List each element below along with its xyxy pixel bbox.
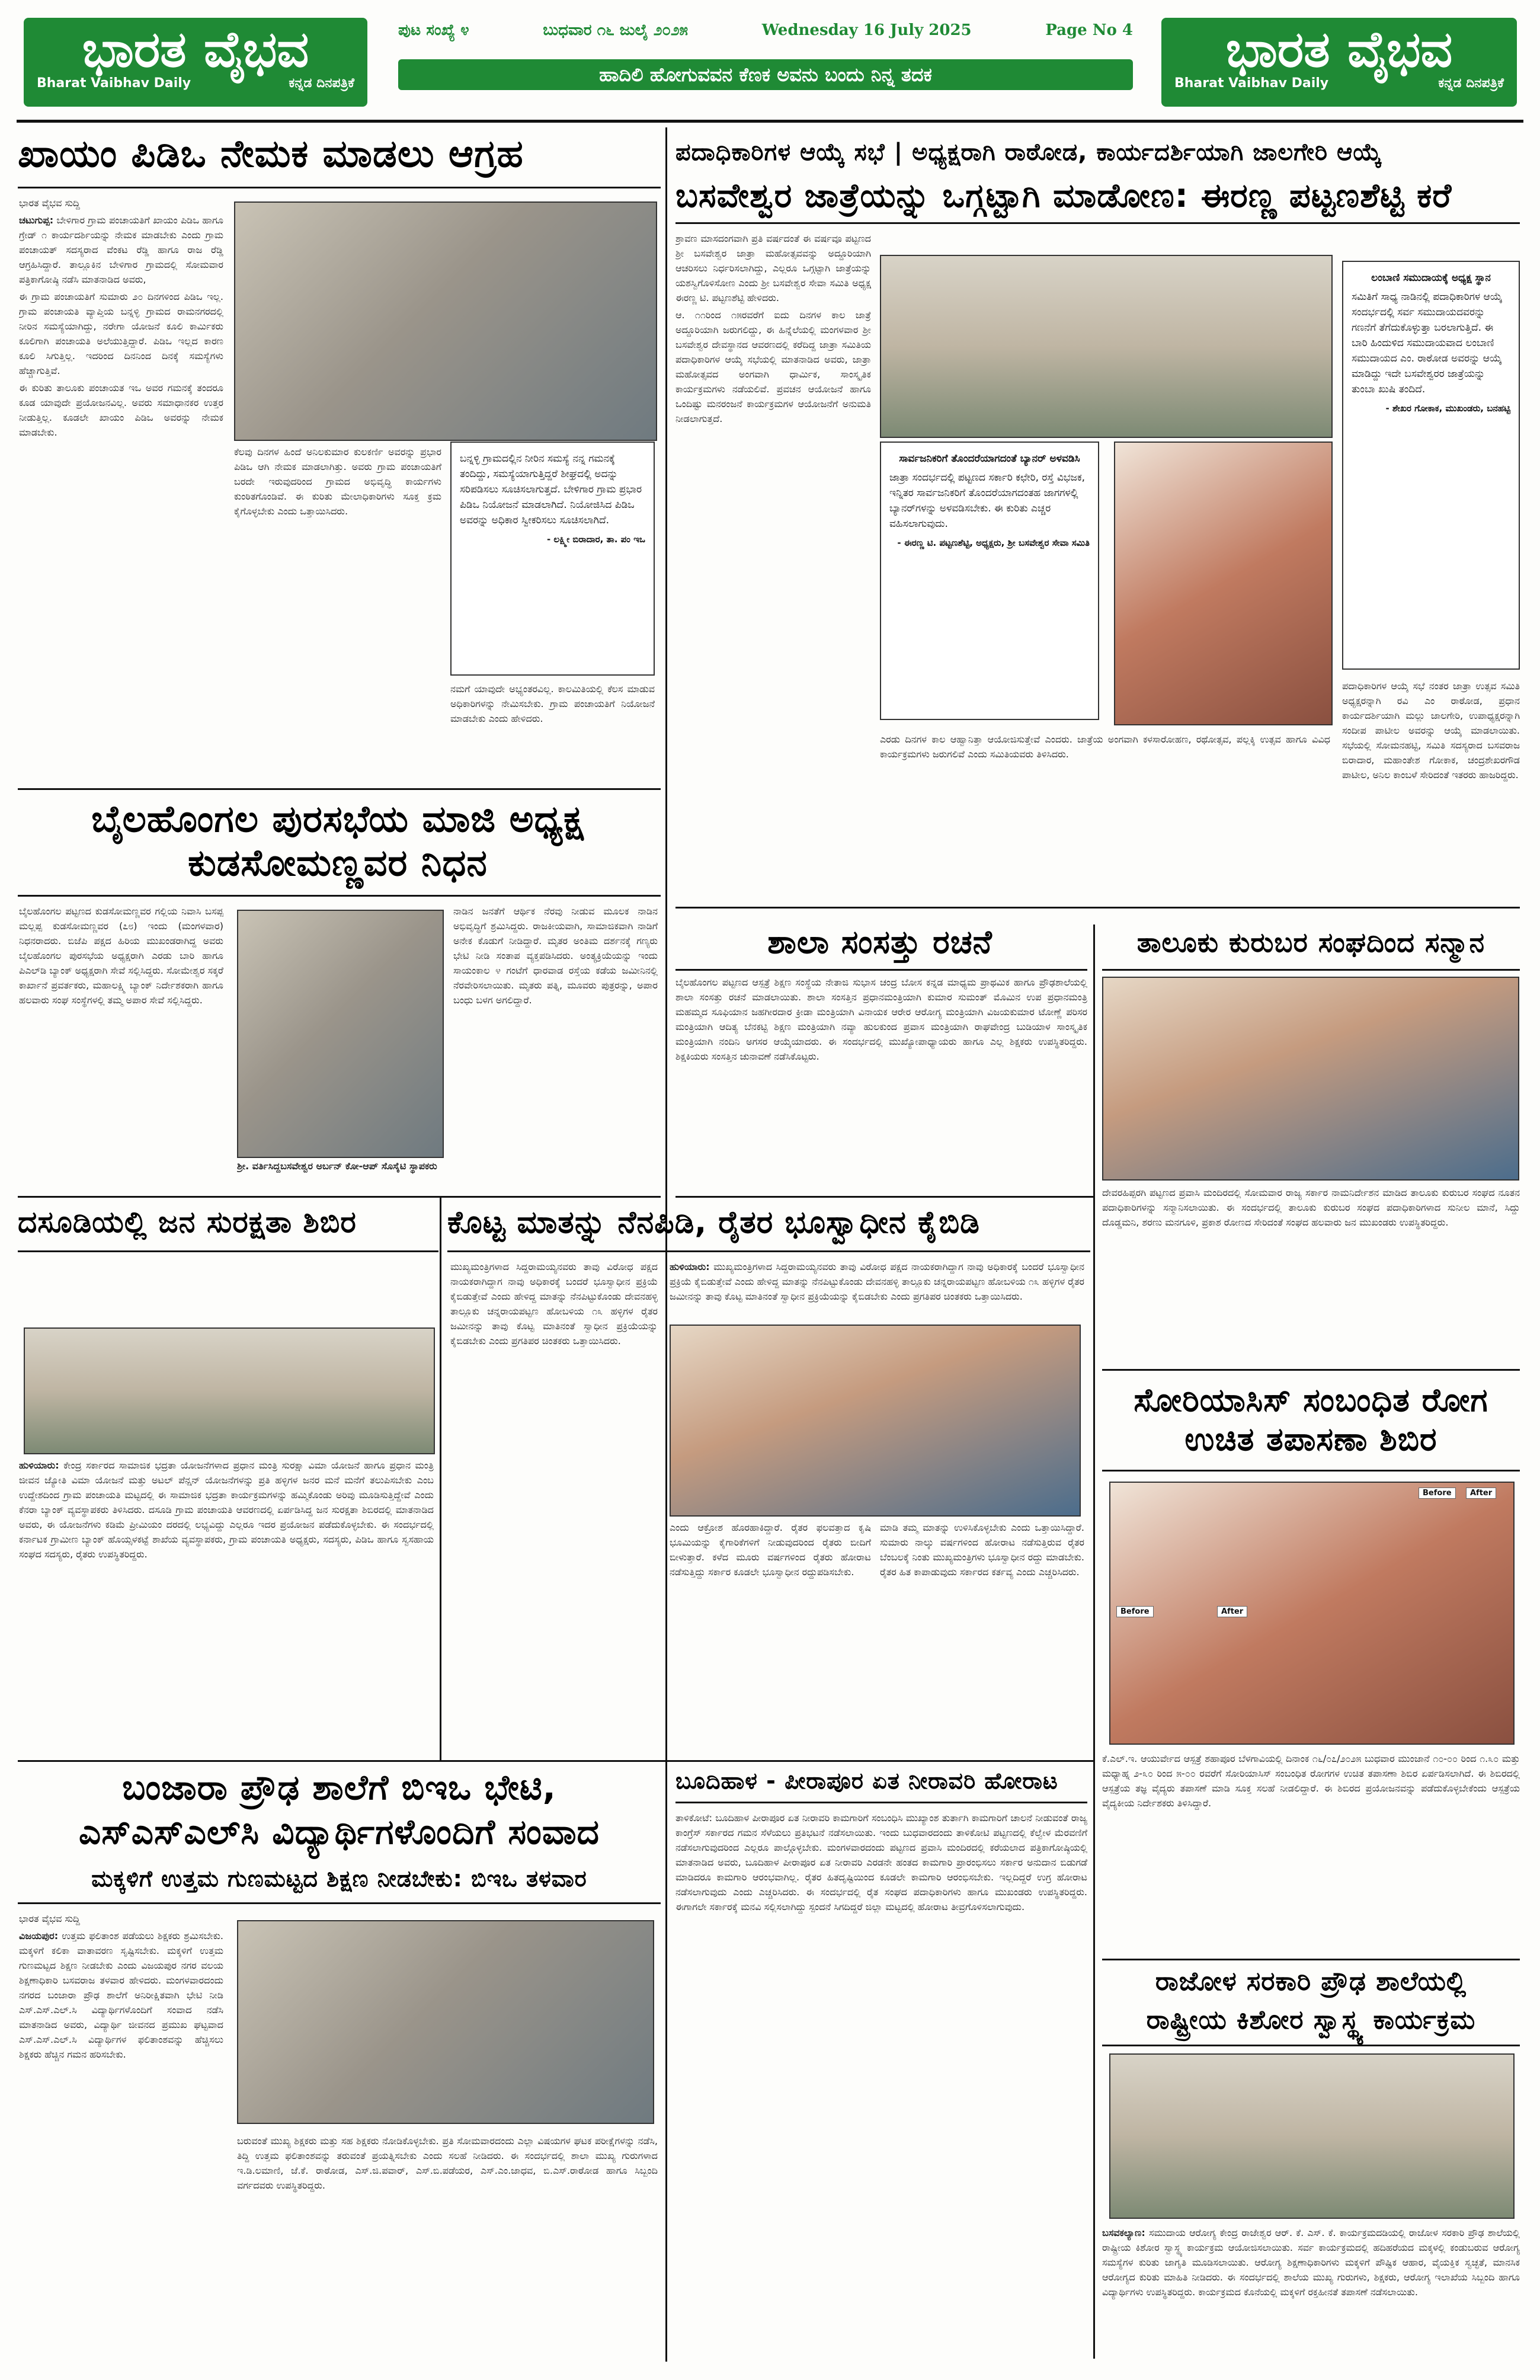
divider [675,222,1520,224]
a4-body: ಬೈಲಹೊಂಗಲ ಪಟ್ಟಣದ ಆಸ್ಪತ್ರೆ ಶಿಕ್ಷಣ ಸಂಸ್ಥೆಯ ನೇತಾಜಿ ಸುಭಾಸ ಚಂದ್ರ ಬೋಸ ಕನ್ನಡ ಮಾಧ್ಯಮ ಪ್ರಾಥಮಿಕ ಹಾಗೂ ಪ್ರೌಢಶಾಲೆಯಲ್ಲಿ ಶಾಲಾ ಸಂಸತ್ತು ರಚನೆ ಮಾಡಲಾಯಿತು. ಶಾಲಾ ಸಂಸತ್ತಿನ ಪ್ರಧಾನಮಂತ್ರಿಯಾಗಿ ಕುಮಾರ ಸುಮಂತ್ ಮೊಮಿನ ಉಪ ಪ್ರಧಾನಮಂತ್ರಿ ಮಹಮ್ಮದ ಸೂಫಿಯಾನ ಜಹಗೀರದಾರ ಕ್ರೀಡಾ ಮಂತ್ರಿಯಾಗಿ ವಿನಾಯಕ ಆರೇರ ಆರೋಗ್ಯ ಮಂತ್ರಿಯಾಗಿ ವಿಜಯಕುಮಾರ ಟೋಣ್ಣೆ ಪರಿಸರ ಮಂತ್ರಿಯಾಗಿ ಆದಿತ್ಯ ಬೆನಕಟ್ಟಿ ಶಿಕ್ಷಣ ಮಂತ್ರಿಯಾಗಿ ನವ್ಯಾ ಹುಲಕುಂದ ಪ್ರವಾಸ ಮಂತ್ರಿಯಾಗಿ ರಾಘವೇಂದ್ರ ಬುಡಿಯಾಳ ಸಾಂಸ್ಕೃತಿಕ ಮಂತ್ರಿಯಾಗಿ ನಂದಿನಿ ಅಗಸರ ಆಯ್ಕೆಯಾದರು. ಈ ಸಂದರ್ಭದಲ್ಲಿ ಮುಖ್ಯೋಪಾಧ್ಯಾಯರು ಹಾಗೂ ಎಲ್ಲ ಶಿಕ್ಷಕರು ಉಪಸ್ಥಿತರಿದ್ದರು. ಶಿಕ್ಷಕಿಯರು ಸಂಸತ್ತಿನ ಚುನಾವಣೆ ನಡೆಸಿಕೊಟ್ಟರು. [675,977,1087,1062]
a1-photo [234,201,657,441]
a1-body3: ಈ ಕುರಿತು ತಾಲೂಕು ಪಂಚಾಯತ ಇಒ ಅವರ ಗಮನಕ್ಕೆ ತಂದರೂ ಕೂಡ ಯಾವುದೇ ಪ್ರಯೋಜನವಿಲ್ಲ. ಅವರು ಸಮಾಧಾನಕರ ಉತ್ತರ ನೀಡುತ್ತಿಲ್ಲ. ಕೂಡಲೇ ಖಾಯಂ ಪಿಡಿಒ ಅವರನ್ನು ನೇಮಕ ಮಾಡಬೇಕು. [19,382,223,438]
page-number-kn: ಪುಟ ಸಂಖ್ಯೆ ೪ [398,21,469,39]
a8-headline: ಸೋರಿಯಾಸಿಸ್ ಸಂಬಂಧಿತ ರೋಗ ಉಚಿತ ತಪಾಸಣಾ ಶಿಬಿರ [1134,1381,1488,1458]
a6-body [19,1458,434,1748]
a10-headline: ಬೂದಿಹಾಳ - ಪೀರಾಪೂರ ಏತ ನೀರಾವರಿ ಹೋರಾಟ [675,1768,1058,1794]
a3-body1: ಬೈಲಹೊಂಗಲ ಪಟ್ಟಣದ ಕುಡಸೋಮಣ್ಣವರ ಗಲ್ಲಿಯ ನಿವಾಸಿ ಬಸಪ್ಪ ಮಲ್ಲಪ್ಪ ಕುಡಸೋಮಣ್ಣವರ (೭೮) ಇಂದು (ಮಂಗಳವಾರ) ನಿಧನರಾದರು. ಬಿಜೆಪಿ ಪಕ್ಷದ ಹಿರಿಯ ಮುಖಂಡರಾಗಿದ್ದ ಅವರು ಬೈಲಹೊಂಗಲ ಪುರಸಭೆಯ ಅಧ್ಯಕ್ಷರಾಗಿ ಎರಡು ಬಾರಿ ಹಾಗೂ ಪಿಎಲ್‌ಡಿ ಬ್ಯಾಂಕ್ ಅಧ್ಯಕ್ಷರಾಗಿ ಸೇವೆ ಸಲ್ಲಿಸಿದ್ದರು. ಸೋಮೇಶ್ವರ ಸಕ್ಕರೆ ಕಾರ್ಖಾನೆ ಪ್ರವರ್ತಕರು, ಮಹಾಲಕ್ಷ್ಮಿ ಬ್ಯಾಂಕ್ ನಿರ್ದೇಶಕರಾಗಿ ಹಾಗೂ ಹಲವಾರು ಸಂಘ ಸಂಸ್ಥೆಗಳಲ್ಲಿ ತಮ್ಮ ಅಪಾರ ಸೇವೆ ಸಲ್ಲಿಸಿದ್ದರು. [19,906,223,1006]
a9-classroom-photo [237,1920,654,2124]
a7-body-left [450,1259,658,1751]
a2-box2-text: ಜಾತ್ರಾ ಸಂದರ್ಭದಲ್ಲಿ ಪಟ್ಟಣದ ಸರ್ಕಾರಿ ಕಛೇರಿ, ರಸ್ತೆ ವಿಭಜಕ, ಇನ್ನಿತರ ಸಾರ್ವಜನಿಕರಿಗೆ ತೊಂದರೆಯಾಗದಂತಹ ಜಾಗಗಳಲ್ಲಿ ಬ್ಯಾನರ್‌ಗಳನ್ನು ಅಳವಡಿಸಬೇಕು. ಈ ಕುರಿತು ಎಚ್ಚರ ವಹಿಸಲಾಗುವುದು. [889,472,1086,530]
a9-dateline: ಭಾರತ ವೈಭವ ಸುದ್ದಿ [19,1913,80,1924]
a1-box-signature: - ಲಕ್ಷ್ಮೀ ಬಿರಾದಾರ, ತಾ. ಪಂ ಇಒ [546,534,645,545]
column-divider [665,127,667,2362]
divider [675,1802,1087,1803]
a2-side-text: ಸಮಿತಿಗೆ ಸಾಧ್ಯ ನಾಡಿನಲ್ಲಿ ಪದಾಧಿಕಾರಿಗಳ ಆಯ್ಕೆ ಸಂದರ್ಭದಲ್ಲಿ ಸರ್ವ ಸಮುದಾಯದವರನ್ನು ಗಣನೆಗೆ ತೆಗೆದುಕೊಳ್ಳುತ್ತಾ ಬರಲಾಗುತ್ತಿದೆ. ಈ ಬಾರಿ ಹಿಂದುಳಿದ ಸಮುದಾಯವಾದ ಲಂಬಾಣಿ ಸಮುದಾಯದ ಎಂ. ರಾಠೋಡ ಅವರನ್ನು ಆಯ್ಕೆ ಮಾಡಿದ್ದು ಇದೇ ಬಸವೇಶ್ವರರ ಜಾತ್ರೆಯನ್ನು ತುಂಬಾ ಖುಷಿ ತಂದಿದೆ. [1352,291,1503,395]
a2-box2-title: ಸಾರ್ವಜನಿಕರಿಗೆ ತೊಂದರೆಯಾಗದಂತೆ ಬ್ಯಾನರ್ ಅಳವಡಿಸಿ [899,453,1080,465]
a9-headline1: ಬಂಜಾರಾ ಪ್ರೌಢ ಶಾಲೆಗೆ ಬಿಇಒ ಭೇಟಿ, [122,1767,556,1808]
a2-box2-signature: - ಈರಣ್ಣ ಟಿ. ಪಟ್ಟಣಶೆಟ್ಟಿ, ಅಧ್ಯಕ್ಷರು, ಶ್ರೀ ಬಸವೇಶ್ವರ ಸೇವಾ ಸಮಿತಿ [897,538,1090,548]
divider [447,1250,1090,1252]
a1-dateline: ಭಾರತ ವೈಭವ ಸುದ್ದಿ [19,197,80,209]
divider [675,969,1087,971]
a7-body1-left: ಮುಖ್ಯಮಂತ್ರಿಗಳಾದ ಸಿದ್ದರಾಮಯ್ಯನವರು ತಾವು ವಿರೋಧ ಪಕ್ಷದ ನಾಯಕರಾಗಿದ್ದಾಗ ನಾವು ಅಧಿಕಾರಕ್ಕೆ ಬಂದರೆ ಭೂಸ್ವಾಧೀನ ಪ್ರಕ್ರಿಯೆ ಕೈಬಿಡುತ್ತೇವೆ ಎಂದು ಹೇಳಿದ್ದ ಮಾತನ್ನು ನೆನಪಿಟ್ಟುಕೊಂಡು ದೇವನಹಳ್ಳಿ ತಾಲ್ಲೂಕು ಚನ್ನರಾಯಪಟ್ಟಣ ಹೋಬಳಿಯ ೧೩ ಹಳ್ಳಿಗಳ ರೈತರ ಜಮೀನನ್ನು ತಾವು ಕೊಟ್ಟ ಮಾತಿನಂತೆ ಸ್ವಾಧೀನ ಪ್ರಕ್ರಿಯೆಯನ್ನು ಕೈಬಿಡಬೇಕು ಎಂದು ಪ್ರಗತಿಪರ ಚಿಂತಕರು ಒತ್ತಾಯಿಸಿದರು. [450,1261,658,1346]
divider [675,907,1520,909]
page-number-en: Page No 4 [1045,21,1133,39]
a8-after-label-2: After [1466,1488,1496,1499]
column-divider [440,1197,441,1760]
a2-headline: ಬಸವೇಶ್ವರ ಜಾತ್ರೆಯನ್ನು ಒಗ್ಗಟ್ಟಾಗಿ ಮಾಡೋಣ: ಈರಣ್ಣ ಪಟ್ಟಣಶೆಟ್ಟಿ ಕರೆ [675,177,1452,215]
a7-body3: ಮಾಡಿ ತಮ್ಮ ಮಾತನ್ನು ಉಳಿಸಿಕೊಳ್ಳಬೇಕು ಎಂದು ಒತ್ತಾಯಿಸಿದ್ದಾರೆ. ಸುಮಾರು ನಾಲ್ಕು ವರ್ಷಗಳಿಂದ ಹೋರಾಟ ನಡೆಸುತ್ತಿರುವ ರೈತರ ಬೆಂಬಲಕ್ಕೆ ನಿಂತು ಮುಖ್ಯಮಂತ್ರಿಗಳು ಭೂಸ್ವಾಧೀನ ರದ್ದು ಮಾಡಬೇಕು. ರೈತರ ಹಿತ ಕಾಪಾಡುವುದು ಸರ್ಕಾರದ ಕರ್ತವ್ಯ ಎಂದು ಎಚ್ಚರಿಸಿದರು. [880,1522,1084,1578]
a4-headline: ಶಾಲಾ ಸಂಸತ್ತು ರಚನೆ [767,923,992,961]
masthead-title: ಭಾರತ ವೈಭವ [82,20,309,78]
a6-photo [24,1327,435,1454]
divider [1102,1369,1520,1371]
a7-photo [670,1325,1081,1517]
a2-body2-text: ಆ. ೧೧ರಿಂದ ೧೫ರವರೆಗೆ ಐದು ದಿನಗಳ ಕಾಲ ಜಾತ್ರೆ ಅದ್ದೂರಿಯಾಗಿ ಜರುಗಲಿದ್ದು, ಈ ಹಿನ್ನೆಲೆಯಲ್ಲಿ ಮಂಗಳವಾರ ಶ್ರೀ ಬಸವೇಶ್ವರ ದೇವಸ್ಥಾನದ ಆವರಣದಲ್ಲಿ ಕರೆದಿದ್ದ ಜಾತ್ರಾ ಸಮಿತಿಯ ಪದಾಧಿಕಾರಿಗಳ ಆಯ್ಕೆ ಸಭೆಯಲ್ಲಿ ಮಾತನಾಡಿದ ಅವರು, ಜಾತ್ರಾ ಮಹೋತ್ಸವದ ಅಂಗವಾಗಿ ಧಾರ್ಮಿಕ, ಸಾಂಸ್ಕೃತಿಕ ಕಾರ್ಯಕ್ರಮಗಳು ನಡೆಯಲಿವೆ. ಪ್ರವಚನ ಆಯೋಜನೆ ಹಾಗೂ ಒಂದಿಷ್ಟು ಮನರಂಜನೆ ಕಾರ್ಯಕ್ರಮಗಳ ಆಯೋಜನೆಗೆ ಅನುಮತಿ ನೀಡಲಾಗುತ್ತದೆ. [675,309,871,424]
masthead-right [1161,18,1517,107]
a8-before-label: Before [1116,1606,1154,1617]
divider [1102,1959,1520,1960]
column-divider [1093,925,1095,2359]
masthead-kannada-sub: ಕನ್ನಡ ದಿನಪತ್ರಿಕೆ [289,76,354,91]
a7-place: ಹುಳಿಯಾರು: [670,1261,710,1272]
a2-body4: ಪದಾಧಿಕಾರಿಗಳ ಆಯ್ಕೆ ಸಭೆ ನಂತರ ಜಾತ್ರಾ ಉತ್ಸವ ಸಮಿತಿ ಅಧ್ಯಕ್ಷರನ್ನಾಗಿ ರವಿ ಎಂ ರಾಠೋಡ, ಪ್ರಧಾನ ಕಾರ್ಯದರ್ಶಿಯಾಗಿ ಮಲ್ಲು ಜಾಲಗೇರಿ, ಉಪಾಧ್ಯಕ್ಷರನ್ನಾಗಿ ಸಂದೀಪ ಪಾಟೀಲ ಅವರನ್ನು ಆಯ್ಕೆ ಮಾಡಲಾಯಿತು. ಸಭೆಯಲ್ಲಿ ಸೋಮನಹಟ್ಟಿ, ಸಮಿತಿ ಸದಸ್ಯರಾದ ಬಸವರಾಜ ಬಿರಾದಾರ, ಮಹಾಂತೇಶ ಗೋಕಾಕ, ಚಂದ್ರಶೇಖರಗೌಡ ಪಾಟೀಲ, ಅನಿಲ ಕಾಂಬಳೆ ಸೇರಿದಂತೆ ಇತರರು ಹಾಜರಿದ್ದರು. [1342,680,1520,780]
a11-body-text: ಸಮುದಾಯ ಆರೋಗ್ಯ ಕೇಂದ್ರ ರಾಜೇಶ್ವರ ಆರ್. ಕೆ. ಎಸ್. ಕೆ. ಕಾರ್ಯಕ್ರಮದಡಿಯಲ್ಲಿ ರಾಜೋಳ ಸರಕಾರಿ ಪ್ರೌಢ ಶಾಲೆಯಲ್ಲಿ ರಾಷ್ಟ್ರೀಯ ಕಿಶೋರ ಸ್ವಾಸ್ಥ್ಯ ಕಾರ್ಯಕ್ರಮ ಆಯೋಜಿಸಲಾಯಿತು. ಸರ್ವ ಕಾರ್ಯಕ್ರಮದಲ್ಲಿ ಹದಿಹರೆಯದ ಮಕ್ಕಳಲ್ಲಿ ಕಂಡುಬರುವ ಆರೋಗ್ಯ ಸಮಸ್ಯೆಗಳ ಕುರಿತು ಜಾಗೃತಿ ಮೂಡಿಸಲಾಯಿತು. ಆರೋಗ್ಯ ಶಿಕ್ಷಣಾಧಿಕಾರಿಗಳು ಮಕ್ಕಳಿಗೆ ಪೌಷ್ಟಿಕ ಆಹಾರ, ವೈಯಕ್ತಿಕ ಸ್ವಚ್ಛತೆ, ಮಾನಸಿಕ ಆರೋಗ್ಯದ ಕುರಿತು ಮಾಹಿತಿ ನೀಡಿದರು. ಈ ಸಂದರ್ಭದಲ್ಲಿ ಶಾಲೆಯ ಮುಖ್ಯ ಗುರುಗಳು, ಶಿಕ್ಷಕರು, ಆರೋಗ್ಯ ಇಲಾಖೆಯ ಸಿಬ್ಬಂದಿ ಹಾಗೂ ವಿದ್ಯಾರ್ಥಿಗಳು ಉಪಸ್ಥಿತರಿದ್ದರು. ಕಾರ್ಯಕ್ರಮದ ಕೊನೆಯಲ್ಲಿ ಮಕ್ಕಳಿಗೆ ರಕ್ತಹೀನತೆ ತಪಾಸಣೆ ನಡೆಸಲಾಯಿತು. [1102,2227,1520,2298]
divider [18,895,661,897]
divider [1102,1470,1520,1471]
a1-body2: ಈ ಗ್ರಾಮ ಪಂಚಾಯತಿಗೆ ಸುಮಾರು ೨೦ ದಿನಗಳಿಂದ ಪಿಡಿಒ ಇಲ್ಲ. ಗ್ರಾಮ ಪಂಚಾಯತಿ ವ್ಯಾಪ್ತಿಯ ಬನ್ನಳ್ಳಿ ಗ್ರಾಮದ ರಾಮನಗರದಲ್ಲಿ ನೀರಿನ ಸಮಸ್ಯೆಯಾಗಿದ್ದು, ನರೇಗಾ ಯೋಜನೆ ಕೂಲಿ ಕಾರ್ಮಿಕರು ಕೂಲಿಗಾಗಿ ಪಂಚಾಯತಿ ಅಲೆಯುತ್ತಿದ್ದಾರೆ. ಪಿಡಿಒ ಇಲ್ಲದ ಕಾರಣ ಕೂಲಿ ಸಿಗುತ್ತಿಲ್ಲ. ಇದರಿಂದ ದಿನನಿಂದ ದಿನಕ್ಕೆ ಸಮಸ್ಯೆಗಳು ಹೆಚ್ಚಾಗುತ್ತಿವೆ. [19,291,223,376]
a2-body1-text: ಶ್ರಾವಣ ಮಾಸದಂಗವಾಗಿ ಪ್ರತಿ ವರ್ಷದಂತೆ ಈ ವರ್ಷವೂ ಪಟ್ಟಣದ ಶ್ರೀ ಬಸವೇಶ್ವರ ಜಾತ್ರಾ ಮಹೋತ್ಸವವನ್ನು ಅದ್ದೂರಿಯಾಗಿ ಆಚರಿಸಲು ನಿರ್ಧರಿಸಲಾಗಿದ್ದು, ಎಲ್ಲರೂ ಒಗ್ಗಟ್ಟಾಗಿ ಜಾತ್ರೆಯನ್ನು ಯಶಸ್ವಿಗೊಳಿಸೋಣ ಎಂದು ಶ್ರೀ ಬಸವೇಶ್ವರ ಸೇವಾ ಸಮಿತಿ ಅಧ್ಯಕ್ಷ ಈರಣ್ಣ ಟಿ. ಪಟ್ಟಣಶೆಟ್ಟಿ ಹೇಳಿದರು. [675,233,871,303]
a9-subheadline: ಮಕ್ಕಳಿಗೆ ಉತ್ತಮ ಗುಣಮಟ್ಟದ ಶಿಕ್ಷಣ ನೀಡಬೇಕು: ಬಿಇಒ ತಳವಾರ [91,1866,587,1892]
divider [18,187,661,188]
divider [18,1760,1093,1762]
masthead-kannada-sub-right: ಕನ್ನಡ ದಿನಪತ್ರಿಕೆ [1438,76,1504,91]
a8-body: ಕೆ.ಎಲ್.ಇ. ಆಯುರ್ವೇದ ಆಸ್ಪತ್ರೆ ಶಹಾಪೂರ ಬೆಳಗಾವಿಯಲ್ಲಿ ದಿನಾಂಕ ೧೬/೦೭/೨೦೨೫ ಬುಧವಾರ ಮುಂಜಾನೆ ೧೦-೦೦ ರಿಂದ ೧.೩೦ ಮತ್ತು ಮಧ್ಯಾಹ್ನ ೨-೩೦ ರಿಂದ ೫-೦೦ ರವರೆಗೆ ಸೋರಿಯಾಸಿಸ್ ಸಂಬಂಧಿತ ರೋಗಗಳ ಉಚಿತ ತಪಾಸಣಾ ಶಿಬಿರ ಏರ್ಪಡಿಸಲಾಗಿದೆ. ಈ ಶಿಬಿರದಲ್ಲಿ ಆಸ್ಪತ್ರೆಯ ತಜ್ಞ ವೈದ್ಯರು ತಪಾಸಣೆ ಮಾಡಿ ಸೂಕ್ತ ಸಲಹೆ ನೀಡಲಿದ್ದಾರೆ. ಈ ಶಿಬಿರದ ಪ್ರಯೋಜನವನ್ನು ಪಡೆದುಕೊಳ್ಳಬೇಕೆಂದು ಆಸ್ಪತ್ರೆಯ ವೈದ್ಯಕೀಯ ನಿರ್ದೇಶಕರು ತಿಳಿಸಿದ್ದಾರೆ. [1102,1753,1520,1809]
a6-body-text: ಕೇಂದ್ರ ಸರ್ಕಾರದ ಸಾಮಾಜಿಕ ಭದ್ರತಾ ಯೋಜನೆಗಳಾದ ಪ್ರಧಾನ ಮಂತ್ರಿ ಸುರಕ್ಷಾ ವಿಮಾ ಯೋಜನೆ ಹಾಗೂ ಪ್ರಧಾನ ಮಂತ್ರಿ ಜೀವನ ಜ್ಯೋತಿ ವಿಮಾ ಯೋಜನೆ ಮತ್ತು ಅಟಲ್ ಪೆನ್ಷನ್ ಯೋಜನೆಗಳನ್ನು ಪ್ರತಿ ಹಳ್ಳಿಗಳ ಜನರ ಮನೆ ಮನೆಗೆ ತಲುಪಿಸಬೇಕು ಎಂಬ ಉದ್ದೇಶದಿಂದ ಗ್ರಾಮ ಪಂಚಾಯತಿ ಮಟ್ಟದಲ್ಲಿ ಈ ಸಾಮಾಜಿಕ ಭದ್ರತಾ ಕಾರ್ಯಕ್ರಮಗಳನ್ನು ಹಮ್ಮಿಕೊಂಡು ಅರಿವು ಮೂಡಿಸುತ್ತಿದ್ದೇವೆ ಎಂದು ಕೆನರಾ ಬ್ಯಾಂಕ್ ವ್ಯವಸ್ಥಾಪಕರು ತಿಳಿಸಿದರು. ದಸೂಡಿ ಗ್ರಾಮ ಪಂಚಾಯತಿ ಆವರಣದಲ್ಲಿ ಏರ್ಪಡಿಸಿದ್ದ ಜನ ಸುರಕ್ಷತಾ ಶಿಬಿರದಲ್ಲಿ ಮಾತನಾಡಿದ ಅವರು, ಈ ಯೋಜನೆಗಳು ಕಡಿಮೆ ಪ್ರೀಮಿಯಂ ದರದಲ್ಲಿ ಲಭ್ಯವಿದ್ದು ಎಲ್ಲರೂ ಇದರ ಪ್ರಯೋಜನ ಪಡೆದುಕೊಳ್ಳಬೇಕು. ಈ ಸಂದರ್ಭದಲ್ಲಿ ಕರ್ನಾಟಕ ಗ್ರಾಮೀಣ ಬ್ಯಾಂಕ್ ಹೊಯ್ಸಳಕಟ್ಟೆ ಶಾಖೆಯ ವ್ಯವಸ್ಥಾಪಕರು, ಗ್ರಾಮ ಪಂಚಾಯತಿ ಅಧ್ಯಕ್ಷರು, ಸದಸ್ಯರು, ಪಿಡಿಒ ಹಾಗೂ ಸ್ವಸಹಾಯ ಸಂಘದ ಸದಸ್ಯರು, ರೈತರು ಉಪಸ್ಥಿತರಿದ್ದರು. [19,1460,434,1560]
a1-headline: ಖಾಯಂ ಪಿಡಿಒ ನೇಮಕ ಮಾಡಲು ಆಗ್ರಹ [18,132,524,176]
a9-place: ವಿಜಯಪುರ: [19,1930,59,1941]
a1-place: ಚಟುಗುಪ್ಪ: [19,215,54,226]
a5-headline: ತಾಲೂಕು ಕುರುಬರ ಸಂಘದಿಂದ ಸನ್ಮಾನ [1136,926,1485,958]
date-kn: ಬುಧವಾರ ೧೬ ಜುಲೈ ೨೦೨೫ [543,21,689,39]
a3-caption: ಶ್ರೀ. ವರ್ತಿಸಿದ್ದಬಸವೇಶ್ವರ ಅರ್ಬನ್ ಕೋ-ಆಪ್ ಸೊಸೈಟಿ ಸ್ಥಾಪಕರು [237,1160,437,1172]
a10-body: ತಾಳಿಕೋಟೆ: ಬೂದಿಹಾಳ ಪೀರಾಪೂರ ಏತ ನೀರಾವರಿ ಕಾಮಗಾರಿಗೆ ಸಂಬಂಧಿಸಿ ಮುಖ್ಯಾಂಶ ತುರ್ತಾಗಿ ಕಾಮಗಾರಿಗೆ ಚಾಲನೆ ನೀಡುವಂತೆ ರಾಜ್ಯ ಕಾಂಗ್ರೆಸ್ ಸರ್ಕಾರದ ಗಮನ ಸೆಳೆಯಲು ಪ್ರತಿಭಟನೆ ನಡೆಸಲಾಯಿತು. ಇಂದು ಬುಧವಾರದಂದು ತಾಳಿಕೋಟಿ ಪಟ್ಟಣದಲ್ಲಿ ಕೆಲ್ವೇಳ ಮೆರವಣಿಗೆ ನಡೆಸಲಾಗುವುದರಿಂದ ಎಲ್ಲರೂ ಪಾಲ್ಗೊಳ್ಳಬೇಕು. ಮಂಗಳವಾರದಂದು ಪಟ್ಟಣದ ಪ್ರವಾಸಿ ಮಂದಿರದಲ್ಲಿ ಕರೆಯಲಾದ ಪತ್ರಿಕಾಗೋಷ್ಠಿಯಲ್ಲಿ ಮಾತನಾಡಿದ ಅವರು, ಬೂದಿಹಾಳ ಪೀರಾಪೂರ ಏತ ನೀರಾವರಿ ಎರಡನೇ ಹಂತದ ಕಾಮಗಾರಿ ಪ್ರಾರಂಭಿಸಲು ಸರ್ಕಾರ ಅನುದಾನ ಬಿಡುಗಡೆ ಮಾಡಿದರೂ ಕಾಮಗಾರಿ ಆರಂಭವಾಗಿಲ್ಲ. ರೈತರ ಹಿತದೃಷ್ಟಿಯಿಂದ ಕೂಡಲೇ ಕಾಮಗಾರಿ ಆರಂಭಿಸಬೇಕು. ಇಲ್ಲದಿದ್ದರೆ ಉಗ್ರ ಹೋರಾಟ ನಡೆಸಲಾಗುವುದು ಎಂದು ಎಚ್ಚರಿಸಿದರು. ಈ ಸಂದರ್ಭದಲ್ಲಿ ರೈತ ಸಂಘದ ಪದಾಧಿಕಾರಿಗಳು ಹಾಗೂ ಮುಖಂಡರು ಉಪಸ್ಥಿತರಿದ್ದರು. ಈಗಾಗಲೇ ಸರ್ಕಾರಕ್ಕೆ ಮನವಿ ಸಲ್ಲಿಸಲಾಗಿದ್ದು ಸ್ಪಂದನೆ ಸಿಗದಿದ್ದರೆ ಜಿಲ್ಲಾ ಮಟ್ಟದಲ್ಲಿ ಹೋರಾಟ ತೀವ್ರಗೊಳಿಸಲಾಗುವುದು. [675,1812,1087,1912]
a2-portrait [1114,442,1333,725]
a2-body3: ಎರಡು ದಿನಗಳ ಕಾಲ ಆಹ್ವಾನಿತ್ತಾ ಆಯೋಜಿಸುತ್ತೇವೆ ಎಂದರು. ಜಾತ್ರೆಯ ಅಂಗವಾಗಿ ಕಳಸಾರೋಹಣ, ರಥೋತ್ಸವ, ಪಲ್ಲಕ್ಕಿ ಉತ್ಸವ ಹಾಗೂ ವಿವಿಧ ಕಾರ್ಯಕ್ರಮಗಳು ಜರುಗಲಿವೆ ಎಂದು ಸಮಿತಿಯವರು ತಿಳಿಸಿದರು. [880,734,1330,760]
a2-box2 [880,442,1099,720]
header-divider [17,120,1523,123]
divider [18,1902,661,1904]
a7-body2: ಎಂದು ಆಕ್ರೋಶ ಹೊರಹಾಕಿದ್ದಾರೆ. ರೈತರ ಫಲವತ್ತಾದ ಕೃಷಿ ಭೂಮಿಯನ್ನು ಕೈಗಾರಿಕೆಗಳಿಗೆ ನೀಡುವುದರಿಂದ ರೈತರು ಬೀದಿಗೆ ಬೀಳುತ್ತಾರೆ. ಕಳೆದ ಮೂರು ವರ್ಷಗಳಿಂದ ರೈತರು ಹೋರಾಟ ನಡೆಸುತ್ತಿದ್ದು ಸರ್ಕಾರ ಕೂಡಲೇ ಭೂಸ್ವಾಧೀನ ರದ್ದುಪಡಿಸಬೇಕು. [670,1522,871,1578]
a1-body-left [19,196,223,753]
a3-portrait [237,910,444,1158]
a3-headline: ಬೈಲಹೊಂಗಲ ಪುರಸಭೆಯ ಮಾಜಿ ಅಧ್ಯಕ್ಷ ಕುಡಸೋಮಣ್ಣವರ ನಿಧನ [91,797,584,884]
a11-place: ಬಸವಕಲ್ಯಾಣ: [1102,2227,1145,2238]
divider [1102,2045,1520,2046]
divider [675,1196,1093,1198]
divider [18,1250,438,1252]
a2-side-title: ಲಂಬಾಣಿ ಸಮುದಾಯಕ್ಕೆ ಅಧ್ಯಕ್ಷ ಸ್ಥಾನ [1371,272,1491,284]
a3-body2: ನಾಡಿನ ಜನತೆಗೆ ಆರ್ಥಿಕ ನೆರವು ನೀಡುವ ಮೂಲಕ ನಾಡಿನ ಅಭಿವೃದ್ಧಿಗೆ ಶ್ರಮಿಸಿದ್ದರು. ರಾಜಕೀಯವಾಗಿ, ಸಾಮಾಜಿಕವಾಗಿ ನಾಡಿಗೆ ಅನೇಕ ಕೊಡುಗೆ ನೀಡಿದ್ದಾರೆ. ಮೃತರ ಅಂತಿಮ ದರ್ಶನಕ್ಕೆ ಗಣ್ಯರು ಭೇಟಿ ನೀಡಿ ಸಂತಾಪ ವ್ಯಕ್ತಪಡಿಸಿದರು. ಅಂತ್ಯಕ್ರಿಯೆಯನ್ನು ಇಂದು ಸಾಯಂಕಾಲ ೪ ಗಂಟೆಗೆ ಧಾರವಾಡ ರಸ್ತೆಯ ಕಡೆಯ ಜಮೀನಿನಲ್ಲಿ ನೆರವೇರಿಸಲಾಯಿತು. ಮೃತರು ಪತ್ನಿ, ಮೂವರು ಪುತ್ರರನ್ನು, ಅಪಾರ ಬಂಧು ಬಳಗ ಅಗಲಿದ್ದಾರೆ. [453,906,658,1006]
date-en: Wednesday 16 July 2025 [761,21,972,39]
divider [18,788,661,790]
a8-before-after-photo [1109,1482,1515,1745]
a1-box-text: ಬನ್ನಳ್ಳಿ ಗ್ರಾಮದಲ್ಲಿನ ನೀರಿನ ಸಮಸ್ಯೆ ನನ್ನ ಗಮನಕ್ಕೆ ತಂದಿದ್ದು, ಸಮಸ್ಯೆಯಾಗುತ್ತಿದ್ದರೆ ಶೀಘ್ರದಲ್ಲಿ ಅದನ್ನು ಸರಿಪಡಿಸಲು ಸೂಚಿಸಲಾಗುತ್ತದೆ. ಬೇಳಿಗಾರ ಗ್ರಾಮ ಪ್ರಭಾರ ಪಿಡಿಒ ನಿಯೋಜನೆ ಮಾಡಲಾಗಿದೆ. ನಿಯೋಜಿಸಿದ ಪಿಡಿಒ ಅವರನ್ನು ಅಧಿಕಾರ ಸ್ವೀಕರಿಸಲು ಸೂಚಿಸಲಾಗಿದೆ. [460,453,642,526]
divider [18,1196,661,1198]
a5-body: ದೇವರಹಿಪ್ಪರಗಿ ಪಟ್ಟಣದ ಪ್ರವಾಸಿ ಮಂದಿರದಲ್ಲಿ ಸೋಮವಾರ ರಾಜ್ಯ ಸರ್ಕಾರ ನಾಮನಿರ್ದೇಶನ ಮಾಡಿದ ತಾಲೂಕು ಕುರುಬರ ಸಂಘದ ನೂತನ ಪದಾಧಿಕಾರಿಗಳನ್ನು ಸನ್ಮಾನಿಸಲಾಯಿತು. ಈ ಸಂದರ್ಭದಲ್ಲಿ ತಾಲೂಕು ಕುರುಬರ ಸಂಘದ ಪದಾಧಿಕಾರಿಗಳಾದ ಸುನೀಲ ಮಾನೆ, ಸಿದ್ದು ದೊಡ್ಡಮನಿ, ಶರಣು ಮನಗೂಳಿ, ಪ್ರಕಾಶ ರೋಣದ ಸೇರಿದಂತೆ ಸಂಘದ ಹಲವಾರು ಜನ ಮುಖಂಡರು ಉಪಸ್ಥಿತರಿದ್ದರು. [1102,1187,1520,1228]
a1-body4: ಕೆಲವು ದಿನಗಳ ಹಿಂದೆ ಅನಿಲಕುಮಾರ ಕುಲಕರ್ಣಿ ಅವರನ್ನು ಪ್ರಭಾರ ಪಿಡಿಒ ಆಗಿ ನೇಮಕ ಮಾಡಲಾಗಿತ್ತು. ಅವರು ಗ್ರಾಮ ಪಂಚಾಯತಿಗೆ ಬರದೇ ಇರುವುದರಿಂದ ಗ್ರಾಮದ ಅಭಿವೃದ್ಧಿ ಕಾರ್ಯಗಳು ಕುಂಠಿತಗೊಂಡಿವೆ. ಈ ಕುರಿತು ಮೇಲಾಧಿಕಾರಿಗಳು ಸೂಕ್ತ ಕ್ರಮ ಕೈಗೊಳ್ಳಬೇಕು ಎಂದು ಒತ್ತಾಯಿಸಿದರು. [234,446,441,517]
a2-body1 [675,231,871,877]
a9-body1-text: ಉತ್ತಮ ಫಲಿತಾಂಶ ಪಡೆಯಲು ಶಿಕ್ಷಕರು ಶ್ರಮಿಸಬೇಕು. ಮಕ್ಕಳಿಗೆ ಕಲಿಕಾ ವಾತಾವರಣ ಸೃಷ್ಟಿಸಬೇಕು. ಮಕ್ಕಳಿಗೆ ಉತ್ತಮ ಗುಣಮಟ್ಟದ ಶಿಕ್ಷಣ ನೀಡಬೇಕು ಎಂದು ವಿಜಯಪುರ ನಗರ ವಲಯ ಶಿಕ್ಷಣಾಧಿಕಾರಿ ಬಸವರಾಜ ತಳವಾರ ಹೇಳಿದರು. ಮಂಗಳವಾರದಂದು ನಗರದ ಬಂಜಾರಾ ಪ್ರೌಢ ಶಾಲೆಗೆ ಅನಿರೀಕ್ಷಿತವಾಗಿ ಭೇಟಿ ನೀಡಿ ಎಸ್.ಎಸ್.ಎಲ್.ಸಿ ವಿದ್ಯಾರ್ಥಿಗಳೊಂದಿಗೆ ಸಂವಾದ ನಡೆಸಿ ಮಾತನಾಡಿದ ಅವರು, ವಿದ್ಯಾರ್ಥಿ ಜೀವನದ ಪ್ರಮುಖ ಘಟ್ಟವಾದ ಎಸ್.ಎಸ್.ಎಲ್.ಸಿ ವಿದ್ಯಾರ್ಥಿಗಳ ಫಲಿತಾಂಶವನ್ನು ಹೆಚ್ಚಿಸಲು ಶಿಕ್ಷಕರು ಹೆಚ್ಚಿನ ಗಮನ ಹರಿಸಬೇಕು. [19,1930,223,2060]
a8-after-label: After [1217,1606,1247,1617]
a1-quote-box [450,442,655,676]
masthead-english: Bharat Vaibhav Daily [37,76,191,91]
a7-body1-text: ಮುಖ್ಯಮಂತ್ರಿಗಳಾದ ಸಿದ್ದರಾಮಯ್ಯನವರು ತಾವು ವಿರೋಧ ಪಕ್ಷದ ನಾಯಕರಾಗಿದ್ದಾಗ ನಾವು ಅಧಿಕಾರಕ್ಕೆ ಬಂದರೆ ಭೂಸ್ವಾಧೀನ ಪ್ರಕ್ರಿಯೆ ಕೈಬಿಡುತ್ತೇವೆ ಎಂದು ಹೇಳಿದ್ದ ಮಾತನ್ನು ನೆನಪಿಟ್ಟುಕೊಂಡು ದೇವನಹಳ್ಳಿ ತಾಲ್ಲೂಕು ಚನ್ನರಾಯಪಟ್ಟಣ ಹೋಬಳಿಯ ೧೩ ಹಳ್ಳಿಗಳ ರೈತರ ಜಮೀನನ್ನು ತಾವು ಕೊಟ್ಟ ಮಾತಿನಂತೆ ಸ್ವಾಧೀನ ಪ್ರಕ್ರಿಯೆಯನ್ನು ಕೈಬಿಡಬೇಕು ಎಂದು ಪ್ರಗತಿಪರ ಚಿಂತಕರು ಒತ್ತಾಯಿಸಿದರು. [670,1261,1084,1302]
a5-photo [1102,977,1519,1181]
a6-headline: ದಸೂಡಿಯಲ್ಲಿ ಜನ ಸುರಕ್ಷತಾ ಶಿಬಿರ [18,1205,357,1239]
a6-place: ಹುಳಿಯಾರು: [19,1460,59,1471]
a8-before-label-2: Before [1419,1488,1456,1499]
a11-body [1102,2225,1520,2359]
a2-side-box [1342,261,1520,670]
a2-side-signature: - ಶೇಖರ ಗೋಕಾಕ, ಮುಖಂಡರು, ಬನಹಟ್ಟಿ [1385,403,1510,414]
masthead-english-right: Bharat Vaibhav Daily [1174,76,1329,91]
masthead-title-right: ಭಾರತ ವೈಭವ [1225,20,1453,78]
masthead-left [24,18,367,107]
a2-group-photo [880,255,1333,438]
a1-body1: ಬೇಳಿಗಾರ ಗ್ರಾಮ ಪಂಚಾಯತಿಗೆ ಖಾಯಂ ಪಿಡಿಒ ಹಾಗೂ ಗ್ರೇಡ್ ೧ ಕಾರ್ಯದರ್ಶಿಯನ್ನು ನೇಮಕ ಮಾಡಬೇಕು ಎಂದು ಗ್ರಾಮ ಪಂಚಾಯತ್ ಸದಸ್ಯರಾದ ವೆಂಕಟ ರೆಡ್ಡಿ ಹಾಗೂ ರಾಜ ರೆಡ್ಡಿ ಆಗ್ರಹಿಸಿದ್ದಾರೆ. ತಾಲ್ಲೂಕಿನ ಬೇಳಿಗಾರ ಗ್ರಾಮದಲ್ಲಿ ಸೋಮವಾರ ಪತ್ರಿಕಾಗೋಷ್ಠಿ ನಡೆಸಿ ಮಾತನಾಡಿದ ಅವರು, [19,215,223,285]
a7-headline: ಕೊಟ್ಟ ಮಾತನ್ನು ನೆನಪಿಡಿ, ರೈತರ ಭೂಸ್ವಾಧೀನ ಕೈಬಿಡಿ [447,1205,980,1240]
a11-headline2: ರಾಷ್ಟ್ರೀಯ ಕಿಶೋರ ಸ್ವಾಸ್ಥ್ಯ ಕಾರ್ಯಕ್ರಮ [1146,2005,1476,2035]
divider [1102,969,1520,971]
a2-kicker: ಪದಾಧಿಕಾರಿಗಳ ಆಯ್ಕೆ ಸಭೆ | ಅಧ್ಯಕ್ಷರಾಗಿ ರಾಠೋಡ, ಕಾರ್ಯದರ್ಶಿಯಾಗಿ ಜಾಲಗೇರಿ ಆಯ್ಕೆ [675,139,1382,166]
a7-body1 [670,1259,1084,1319]
a9-headline2: ಎಸ್‌ಎಸ್‌ಎಲ್‌ಸಿ ವಿದ್ಯಾರ್ಥಿಗಳೊಂದಿಗೆ ಸಂವಾದ [78,1812,600,1852]
a11-headline1: ರಾಜೋಳ ಸರಕಾರಿ ಪ್ರೌಢ ಶಾಲೆಯಲ್ಲಿ [1155,1966,1467,1997]
a9-body2: ಬರುವಂತೆ ಮುಖ್ಯ ಶಿಕ್ಷಕರು ಮತ್ತು ಸಹ ಶಿಕ್ಷಕರು ನೋಡಿಕೊಳ್ಳಬೇಕು. ಪ್ರತಿ ಸೋಮವಾರದಂದು ಎಲ್ಲಾ ವಿಷಯಗಳ ಘಟಕ ಪರೀಕ್ಷೆಗಳನ್ನು ನಡೆಸಿ, ತಿದ್ದಿ ಉತ್ತಮ ಫಲಿತಾಂಶವನ್ನು ತರುವಂತೆ ಪ್ರಯತ್ನಿಸಬೇಕು ಎಂದು ಸಲಹೆ ನೀಡಿದರು. ಈ ಸಂದರ್ಭದಲ್ಲಿ ಶಾಲಾ ಮುಖ್ಯ ಗುರುಗಳಾದ ಇ.ಡಿ.ಲಮಾಣಿ, ಜೆ.ಕೆ. ರಾಠೋಡ, ಎಸ್.ಜಿ.ಪವಾರ್, ಎಸ್.ಬಿ.ಪಡೆಯರ, ಎಸ್.ಎಂ.ಜಾಧವ, ಬಿ.ಎಸ್.ರಾಠೋಡ ಹಾಗೂ ಸಿಬ್ಬಂದಿ ವರ್ಗದವರು ಉಪಸ್ಥಿತರಿದ್ದರು. [237,2135,658,2191]
a11-photo [1109,2053,1515,2219]
tagline: ಹಾದಿಲಿ ಹೋಗುವವನ ಕೆಣಕ ಅವನು ಬಂದು ನಿನ್ನ ತದಕ [398,59,1133,90]
a1-body5: ನಮಗೆ ಯಾವುದೇ ಅಭ್ಯಂತರವಿಲ್ಲ. ಕಾಲಮಿತಿಯಲ್ಲಿ ಕೆಲಸ ಮಾಡುವ ಅಧಿಕಾರಿಗಳನ್ನು ನೇಮಿಸಬೇಕು. ಗ್ರಾಮ ಪಂಚಾಯತಿಗೆ ನಿಯೋಜನೆ ಮಾಡಬೇಕು ಎಂದು ಹೇಳಿದರು. [450,683,655,724]
issue-info [398,21,1133,40]
a9-body1 [19,1911,223,2359]
